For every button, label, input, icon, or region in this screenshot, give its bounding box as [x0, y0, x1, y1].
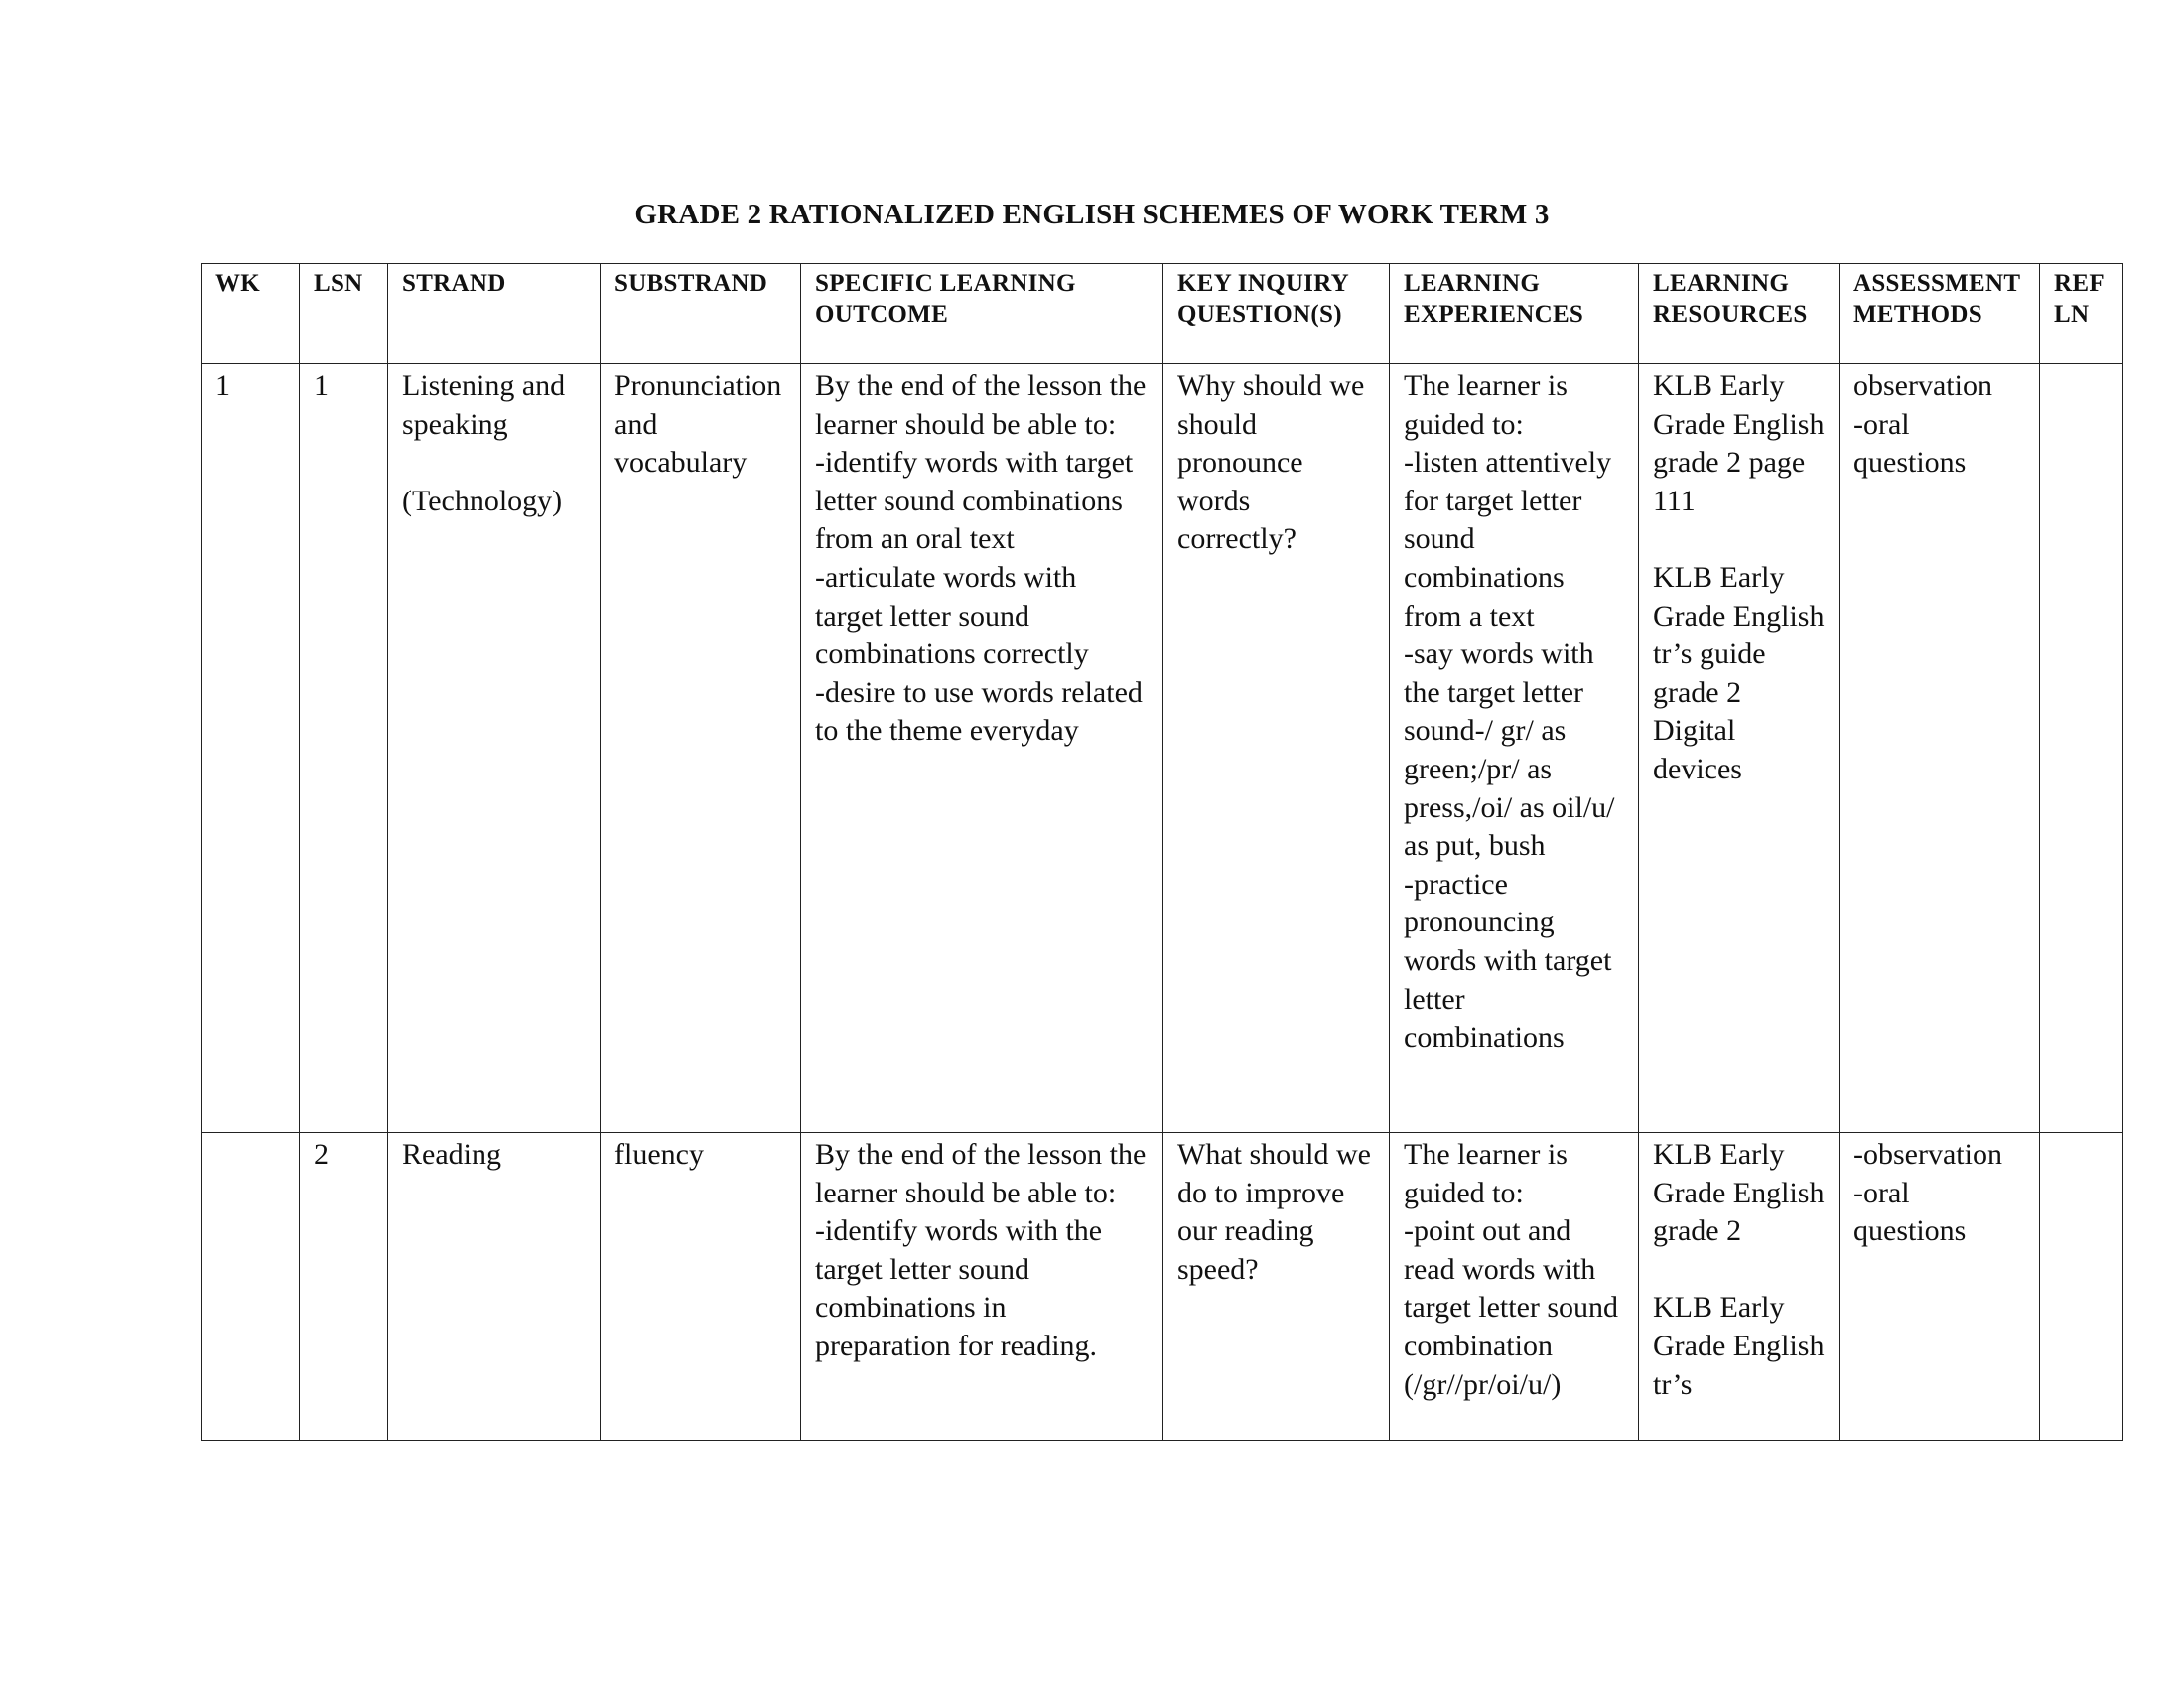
cell-lesson: 1: [300, 364, 388, 1133]
table-header-row: [202, 264, 2123, 364]
table-row: [202, 1133, 2123, 1441]
cell-learning-experiences: The learner is guided to: -listen attentively for target letter sound combinations from a text -say words with the target letter sound-/ gr/ as green;/pr/ as press,/oi/ as oil/u/ as put, bush -practice pronouncing words with target letter combinations: [1390, 364, 1639, 1133]
header-lesson: LSN: [300, 264, 388, 364]
schemes-of-work-table: [201, 263, 2123, 1441]
cell-lesson: 2: [300, 1133, 388, 1441]
cell-reflection: [2040, 1133, 2123, 1441]
cell-specific-learning-outcome: By the end of the lesson the learner should be able to: -identify words with target letter sound combinations from an oral text -articulate words with target letter sound combinations correctly -desire to use words related to the theme everyday: [801, 364, 1163, 1133]
cell-strand: Reading: [388, 1133, 601, 1441]
header-reflection: REF LN: [2040, 264, 2123, 364]
cell-reflection: [2040, 364, 2123, 1133]
cell-key-inquiry-question: What should we do to improve our reading speed?: [1163, 1133, 1390, 1441]
cell-strand: Listening and speaking (Technology): [388, 364, 601, 1133]
header-substrand: SUBSTRAND: [601, 264, 801, 364]
header-learning-experiences: LEARNING EXPERIENCES: [1390, 264, 1639, 364]
cell-key-inquiry-question: Why should we should pronounce words correctly?: [1163, 364, 1390, 1133]
header-assessment-methods: ASSESSMENT METHODS: [1840, 264, 2040, 364]
cell-learning-experiences: The learner is guided to: -point out and read words with target letter sound combination (/gr//pr/oi/u/): [1390, 1133, 1639, 1441]
cell-specific-learning-outcome: By the end of the lesson the learner should be able to: -identify words with the target letter sound combinations in preparation for reading.: [801, 1133, 1163, 1441]
document-title: GRADE 2 RATIONALIZED ENGLISH SCHEMES OF WORK TERM 3: [634, 199, 1550, 230]
cell-week: 1: [202, 364, 300, 1133]
header-learning-resources: LEARNING RESOURCES: [1639, 264, 1840, 364]
header-key-inquiry-questions: KEY INQUIRY QUESTION(S): [1163, 264, 1390, 364]
cell-week: [202, 1133, 300, 1441]
header-specific-learning-outcome: SPECIFIC LEARNING OUTCOME: [801, 264, 1163, 364]
cell-substrand: fluency: [601, 1133, 801, 1441]
cell-assessment-methods: observation -oral questions: [1840, 364, 2040, 1133]
cell-learning-resources: KLB Early Grade English grade 2 KLB Early Grade English tr’s: [1639, 1133, 1840, 1441]
table-row: [202, 364, 2123, 1133]
header-week: WK: [202, 264, 300, 364]
cell-learning-resources: KLB Early Grade English grade 2 page 111 KLB Early Grade English tr’s guide grade 2 Digital devices: [1639, 364, 1840, 1133]
cell-substrand: Pronunciation and vocabulary: [601, 364, 801, 1133]
header-strand: STRAND: [388, 264, 601, 364]
cell-assessment-methods: -observation -oral questions: [1840, 1133, 2040, 1441]
